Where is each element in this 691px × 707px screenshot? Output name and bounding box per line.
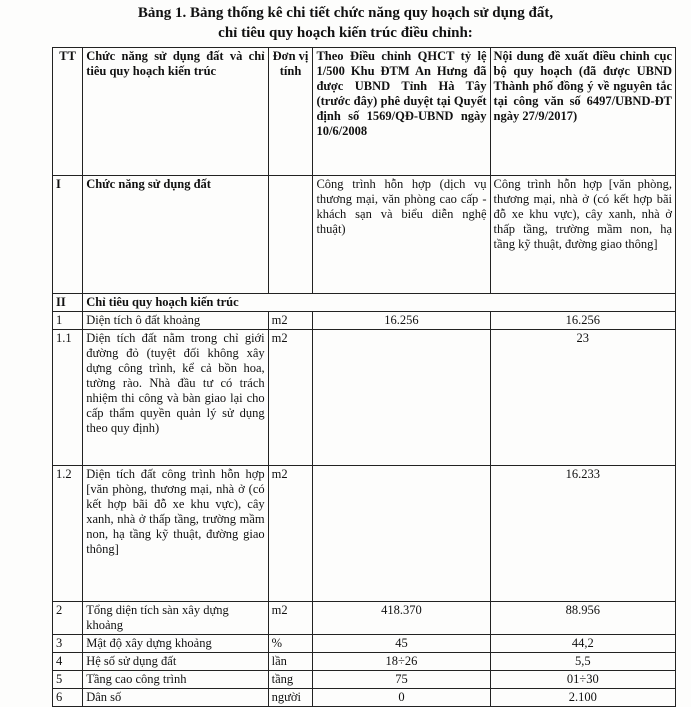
row-unit: m2 [268,602,313,635]
row-unit: tầng [268,671,313,689]
header-tt: TT [53,48,83,176]
section-2-tt: II [53,294,83,312]
row-name: Hệ số sử dụng đất [83,653,268,671]
row-col-a: 18÷26 [313,653,490,671]
title-line-2: chỉ tiêu quy hoạch kiến trúc điều chỉnh: [218,25,473,41]
row-name: Diện tích ô đất khoảng [83,312,268,330]
header-name: Chức năng sử dụng đất và chỉ tiêu quy hoạch kiến trúc [83,48,268,176]
row-name: Tổng diện tích sàn xây dựng khoảng [83,602,268,635]
table-row [53,312,676,330]
section-2-row [53,294,676,312]
row-tt: 1.1 [53,330,83,466]
row-col-a: 45 [313,635,490,653]
table-row [53,330,676,466]
row-col-b: 5,5 [490,653,675,671]
row-tt: 2 [53,602,83,635]
row-unit: lần [268,653,313,671]
section-1-name: Chức năng sử dụng đất [83,176,268,294]
row-unit: % [268,635,313,653]
row-tt: 5 [53,671,83,689]
row-name: Mật độ xây dựng khoảng [83,635,268,653]
row-col-b: 16.256 [490,312,675,330]
table-title [0,0,691,43]
row-tt: 6 [53,689,83,707]
row-tt: 3 [53,635,83,653]
row-col-b: 01÷30 [490,671,675,689]
table-row [53,689,676,707]
table-row [53,635,676,653]
row-col-b: 23 [490,330,675,466]
row-unit: m2 [268,466,313,602]
row-name: Dân số [83,689,268,707]
row-unit: m2 [268,330,313,466]
row-col-a: 16.256 [313,312,490,330]
section-2-name: Chỉ tiêu quy hoạch kiến trúc [83,294,676,312]
row-tt: 1 [53,312,83,330]
row-col-b: 88.956 [490,602,675,635]
section-1-row [53,176,676,294]
header-col-a: Theo Điều chỉnh QHCT tỷ lệ 1/500 Khu ĐTM An Hưng đã được UBND Tỉnh Hà Tây (trước đây) phê duyệt tại Quyết định số 1569/QĐ-UBND ngày 10/6/2008 [313,48,490,176]
section-1-unit [268,176,313,294]
section-1-col-a: Công trình hỗn hợp (dịch vụ thương mại, văn phòng cao cấp - khách sạn và biểu diễn nghệ thuật) [313,176,490,294]
row-col-a: 0 [313,689,490,707]
table-row [53,466,676,602]
table-row [53,653,676,671]
table-row [53,671,676,689]
row-name: Tầng cao công trình [83,671,268,689]
row-tt: 4 [53,653,83,671]
row-col-a [313,466,490,602]
row-col-b: 44,2 [490,635,675,653]
row-col-a: 75 [313,671,490,689]
row-unit: m2 [268,312,313,330]
header-unit: Đơn vị tính [268,48,313,176]
row-col-a: 418.370 [313,602,490,635]
row-unit: người [268,689,313,707]
title-line-1: Bảng 1. Bảng thống kê chi tiết chức năng quy hoạch sử dụng đất, [137,5,554,21]
section-1-tt: I [53,176,83,294]
row-col-b: 16.233 [490,466,675,602]
table-row [53,602,676,635]
row-col-a [313,330,490,466]
row-col-b: 2.100 [490,689,675,707]
row-name: Diện tích đất nằm trong chỉ giới đường đỏ (tuyệt đối không xây dựng công trình, kể cả bồn hoa, tường rào. Nhà đầu tư có trách nhiệm thi công và bàn giao lại cho cấp thẩm quyền quản lý sử dụng theo quy định) [83,330,268,466]
land-use-table [52,47,676,707]
row-name: Diện tích đất công trình hỗn hợp [văn phòng, thương mại, nhà ở (có kết hợp bãi đỗ xe khu vực), cây xanh, nhà ở thấp tầng, trường mầm non, hạ tầng kỹ thuật, đường giao thông] [83,466,268,602]
row-tt: 1.2 [53,466,83,602]
header-col-b: Nội dung đề xuất điều chỉnh cục bộ quy hoạch (đã được UBND Thành phố đồng ý về nguyên tắc tại công văn số 6497/UBND-ĐT ngày 27/9/2017) [490,48,675,176]
section-1-col-b: Công trình hỗn hợp [văn phòng, thương mại, nhà ở (có kết hợp bãi đỗ xe khu vực), cây xanh, nhà ở thấp tầng, trường mầm non, hạ tầng kỹ thuật, đường giao thông] [490,176,675,294]
table-header-row [53,48,676,176]
